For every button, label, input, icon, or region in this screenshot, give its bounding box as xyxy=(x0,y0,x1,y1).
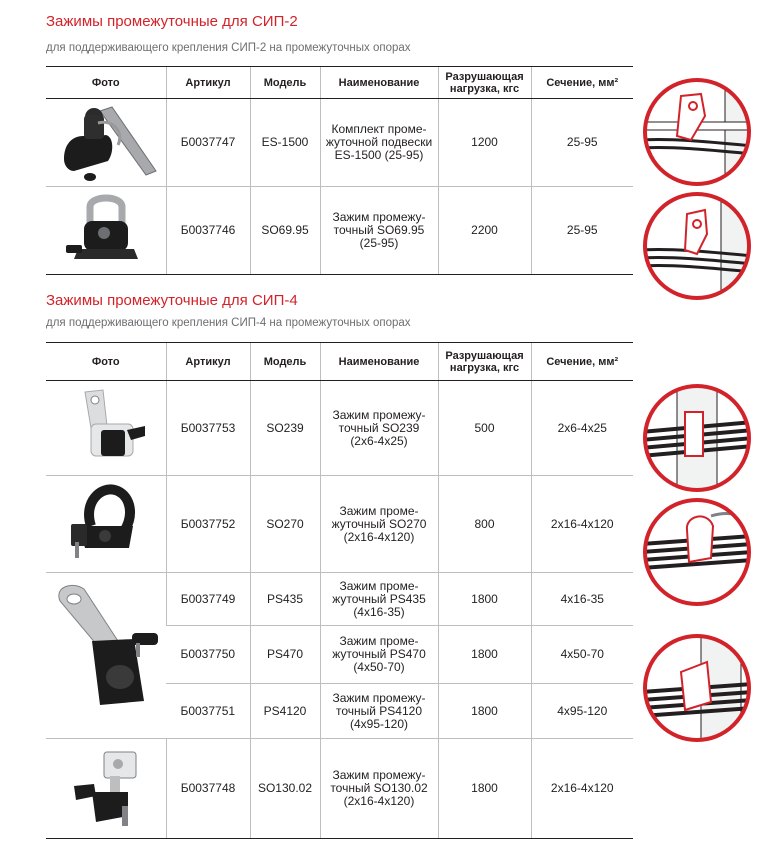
model-cell: SO130.02 xyxy=(250,739,320,839)
load-cell: 1800 xyxy=(438,684,531,739)
section-subtitle-sip2: для поддерживающего крепления СИП-2 на промежуточных опорах xyxy=(46,42,411,54)
model-cell: SO270 xyxy=(250,476,320,573)
article-cell: Б0037746 xyxy=(166,187,250,275)
table-sip4 xyxy=(46,342,633,839)
model-cell: ES-1500 xyxy=(250,99,320,187)
so270-clamp-photo-icon xyxy=(61,482,151,566)
header-name: Наименование xyxy=(320,67,438,99)
section-cell: 2х16-4х120 xyxy=(531,739,633,839)
section-cell: 25-95 xyxy=(531,99,633,187)
installation-diagram-so239-icon xyxy=(641,382,753,494)
ps-clamp-photo-icon xyxy=(52,581,160,731)
load-cell: 800 xyxy=(438,476,531,573)
load-cell: 1200 xyxy=(438,99,531,187)
section-cell: 4х50-70 xyxy=(531,626,633,684)
section-cell: 2х16-4х120 xyxy=(531,476,633,573)
model-cell: SO69.95 xyxy=(250,187,320,275)
name-cell: Зажим проме-жуточный PS435 (4х16-35) xyxy=(320,573,438,626)
table-row xyxy=(46,739,633,839)
table-row xyxy=(46,476,633,573)
section-cell: 25-95 xyxy=(531,187,633,275)
name-cell: Зажим промежу-точный PS4120 (4х95-120) xyxy=(320,684,438,739)
header-photo: Фото xyxy=(46,343,166,381)
article-cell: Б0037752 xyxy=(166,476,250,573)
table-row xyxy=(46,99,633,187)
table-header-row xyxy=(46,67,633,99)
section-cell: 4х16-35 xyxy=(531,573,633,626)
section-subtitle-sip4: для поддерживающего крепления СИП-4 на промежуточных опорах xyxy=(46,317,411,329)
name-cell: Зажим промежу-точный SO239 (2х6-4х25) xyxy=(320,381,438,476)
article-cell: Б0037751 xyxy=(166,684,250,739)
installation-diagram-so6995-icon xyxy=(641,190,753,302)
load-cell: 500 xyxy=(438,381,531,476)
so239-clamp-photo-icon xyxy=(61,386,151,470)
table-row xyxy=(46,573,633,626)
es1500-clamp-photo-icon xyxy=(54,103,158,183)
table-row xyxy=(46,187,633,275)
installation-diagram-ps-icon xyxy=(641,632,753,744)
table-header-row xyxy=(46,343,633,381)
product-photo-cell xyxy=(46,187,166,275)
product-photo-cell xyxy=(46,573,166,739)
header-photo: Фото xyxy=(46,67,166,99)
section-title-sip4: Зажимы промежуточные для СИП-4 xyxy=(46,292,298,309)
article-cell: Б0037749 xyxy=(166,573,250,626)
product-photo-cell xyxy=(46,99,166,187)
installation-diagram-so270-icon xyxy=(641,496,753,608)
article-cell: Б0037750 xyxy=(166,626,250,684)
article-cell: Б0037753 xyxy=(166,381,250,476)
table-sip2 xyxy=(46,66,633,275)
load-cell: 1800 xyxy=(438,573,531,626)
product-photo-cell xyxy=(46,476,166,573)
model-cell: PS470 xyxy=(250,626,320,684)
name-cell: Комплект проме-жуточной подвески ES-1500 (25-95) xyxy=(320,99,438,187)
model-cell: PS435 xyxy=(250,573,320,626)
product-photo-cell xyxy=(46,739,166,839)
header-model: Модель xyxy=(250,67,320,99)
header-section: Сечение, мм² xyxy=(531,343,633,381)
article-cell: Б0037747 xyxy=(166,99,250,187)
model-cell: SO239 xyxy=(250,381,320,476)
article-cell: Б0037748 xyxy=(166,739,250,839)
header-load: Разрушающая нагрузка, кгс xyxy=(438,343,531,381)
name-cell: Зажим промежу-точный SO130.02 (2х16-4х120) xyxy=(320,739,438,839)
name-cell: Зажим проме-жуточный PS470 (4х50-70) xyxy=(320,626,438,684)
header-article: Артикул xyxy=(166,343,250,381)
header-name: Наименование xyxy=(320,343,438,381)
product-photo-cell xyxy=(46,381,166,476)
header-model: Модель xyxy=(250,343,320,381)
installation-diagram-es1500-icon xyxy=(641,76,753,188)
section-cell: 2х6-4х25 xyxy=(531,381,633,476)
so13002-clamp-photo-icon xyxy=(66,744,146,834)
section-cell: 4х95-120 xyxy=(531,684,633,739)
so6995-clamp-photo-icon xyxy=(64,191,148,271)
header-load: Разрушающая нагрузка, кгс xyxy=(438,67,531,99)
load-cell: 2200 xyxy=(438,187,531,275)
load-cell: 1800 xyxy=(438,739,531,839)
load-cell: 1800 xyxy=(438,626,531,684)
name-cell: Зажим проме-жуточный SO270 (2х16-4х120) xyxy=(320,476,438,573)
name-cell: Зажим промежу-точный SO69.95 (25-95) xyxy=(320,187,438,275)
model-cell: PS4120 xyxy=(250,684,320,739)
table-row xyxy=(46,381,633,476)
section-title-sip2: Зажимы промежуточные для СИП-2 xyxy=(46,13,298,30)
header-section: Сечение, мм² xyxy=(531,67,633,99)
header-article: Артикул xyxy=(166,67,250,99)
